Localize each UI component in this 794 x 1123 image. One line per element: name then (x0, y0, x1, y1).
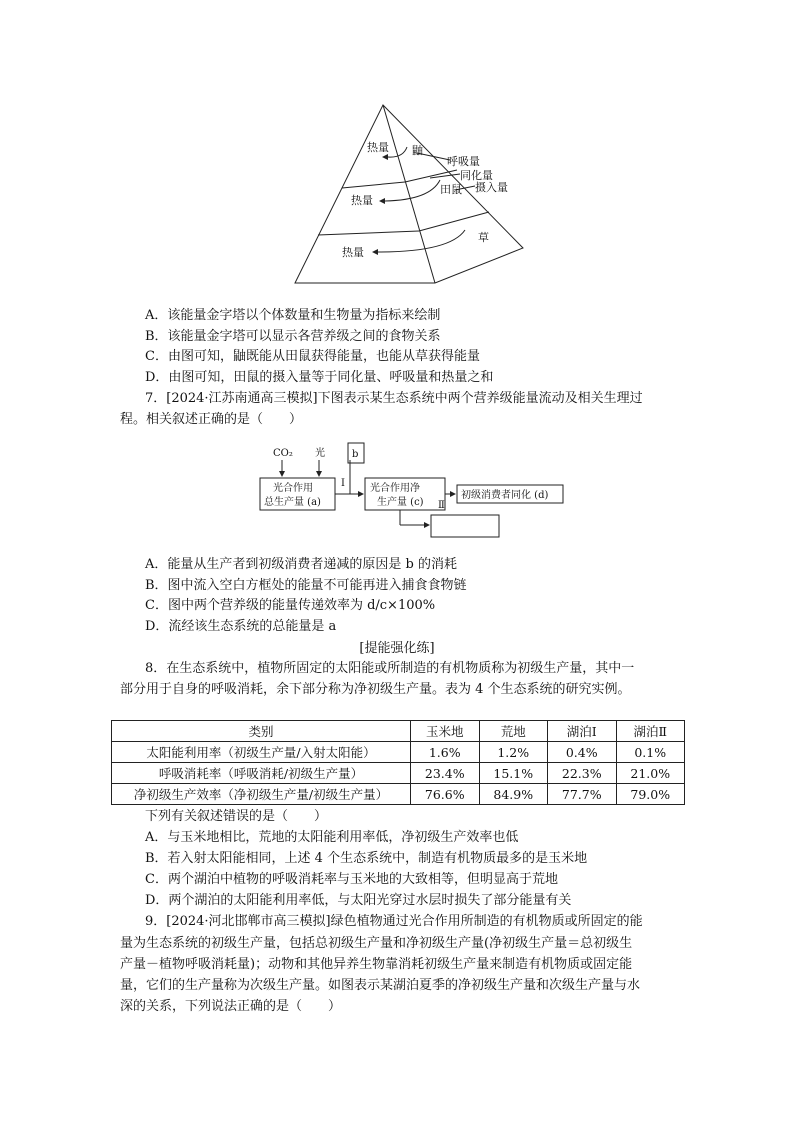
q8-option-c: C．两个湖泊中植物的呼吸消耗率与玉米地的大致相等，但明显高于荒地 (145, 872, 558, 887)
table-cell: 21.0% (616, 763, 685, 784)
q6-option-a: A．该能量金字塔以个体数量和生物量为指标来绘制 (145, 308, 441, 323)
q8-option-a: A．与玉米地相比，荒地的太阳能利用率低，净初级生产效率也低 (145, 830, 519, 845)
heat-label-mid: 热量 (351, 194, 373, 207)
q9-stem-line4: 量，它们的生产量称为次级生产量。如图表示某湖泊夏季的净初级生产量和次级生产量与水 (120, 978, 641, 993)
q9-stem-line2: 量为生态系统的初级生产量，包括总初级生产量和净初级生产量(净初级生产量＝总初级生 (120, 936, 633, 951)
b-label: b (352, 449, 359, 460)
table-cell: 84.9% (479, 784, 548, 805)
table-row (112, 763, 685, 784)
table-header-row (112, 721, 685, 742)
q9-stem-line1: 9．[2024·河北邯郸市高三模拟]绿色植物通过光合作用所制造的有机物质或所固定的能 (145, 914, 643, 929)
intake-label: 摄入量 (475, 181, 508, 194)
roman-1-label: Ⅰ (341, 478, 345, 489)
vole-label: 田鼠 (440, 183, 462, 196)
table-header-cell: 荒地 (479, 721, 548, 742)
tier-line-right-1 (405, 170, 457, 182)
q6-option-b: B．该能量金字塔可以显示各营养级之间的食物关系 (145, 329, 441, 344)
table-header-cell: 玉米地 (411, 721, 480, 742)
net-production-line2: 生产量 (c) (377, 497, 424, 508)
table-cell: 1.6% (411, 742, 480, 763)
table-header-cell: 湖泊Ⅱ (616, 721, 685, 742)
consumer-assimilation-label: 初级消费者同化 (d) (461, 490, 549, 501)
table-row (112, 742, 685, 763)
energy-pyramid-figure (285, 100, 525, 290)
heat-arrow-bottom-head (372, 249, 378, 255)
tier-line-left-2 (318, 231, 419, 235)
table-cell: 1.2% (479, 742, 548, 763)
table-header-cell: 类别 (112, 721, 411, 742)
heat-arrow-mid-head (379, 198, 385, 204)
tier-line-right-2 (419, 212, 489, 231)
q7-option-a: A．能量从生产者到初级消费者递减的原因是 b 的消耗 (145, 557, 457, 572)
q9-stem-line3: 产量－植物呼吸消耗量)；动物和其他异养生物靠消耗初级生产量来制造有机物质或固定能 (120, 957, 633, 972)
table-cell: 15.1% (479, 763, 548, 784)
q7-option-c: C．图中两个营养级的能量传递效率为 d/c×100% (145, 598, 436, 613)
table-cell: 76.6% (411, 784, 480, 805)
table-cell: 77.7% (548, 784, 617, 805)
q7-option-b: B．图中流入空白方框处的能量不可能再进入捕食食物链 (145, 578, 467, 593)
tier-line-left-1 (342, 182, 405, 188)
heat-arrow-top-head (382, 154, 388, 160)
respiration-label: 呼吸量 (447, 155, 480, 168)
grass-label: 草 (478, 231, 489, 244)
q6-option-c: C．由图可知，鼬既能从田鼠获得能量，也能从草获得能量 (145, 349, 480, 364)
q7-stem-line1: 7．[2024·江苏南通高三模拟]下图表示某生态系统中两个营养级能量流动及相关生理过 (145, 391, 643, 406)
table-row (112, 784, 685, 805)
q8-option-b: B．若入射太阳能相同，上述 4 个生态系统中，制造有机物质最多的是玉米地 (145, 851, 588, 866)
net-production-line1: 光合作用净 (370, 483, 420, 494)
table-cell: 呼吸消耗率（呼吸消耗/初级生产量） (112, 763, 411, 784)
heat-label-bottom: 热量 (342, 246, 364, 259)
assimilation-pointer (430, 174, 460, 178)
section-heading: [提能强化练] (359, 641, 435, 656)
roman-2-label: Ⅱ (438, 500, 445, 511)
q8-stem-line1: 8．在生态系统中，植物所固定的太阳能或所制造的有机物质称为初级生产量，其中一 (145, 661, 635, 676)
table-header-cell: 湖泊Ⅰ (548, 721, 617, 742)
table-cell: 净初级生产效率（净初级生产量/初级生产量） (112, 784, 411, 805)
q8-stem-line2: 部分用于自身的呼吸消耗，余下部分称为净初级生产量。表为 4 个生态系统的研究实例。 (120, 682, 631, 697)
assimilation-label: 同化量 (460, 169, 493, 182)
q9-stem-line5: 深的关系，下列说法正确的是（ ） (120, 999, 342, 1014)
q7-option-d: D．流经该生态系统的总能量是 a (145, 619, 337, 634)
blank-box (431, 515, 499, 537)
table-cell: 太阳能利用率（初级生产量/入射太阳能） (112, 742, 411, 763)
table-cell: 79.0% (616, 784, 685, 805)
table-cell: 22.3% (548, 763, 617, 784)
light-label: 光 (315, 448, 325, 459)
energy-flow-diagram (255, 438, 575, 543)
eagle-label: 鼬 (412, 144, 423, 157)
q7-stem-line2: 程。相关叙述正确的是（ ） (120, 412, 303, 427)
q8-option-d: D．两个湖泊的太阳能利用率低，与太阳光穿过水层时损失了部分能量有关 (145, 893, 572, 908)
heat-arrow-bottom (378, 230, 465, 252)
gross-production-line1: 光合作用 (273, 483, 313, 494)
table-cell: 0.4% (548, 742, 617, 763)
heat-label-top: 热量 (367, 141, 389, 154)
gross-production-line2: 总生产量 (a) (264, 497, 321, 508)
table-cell: 23.4% (411, 763, 480, 784)
table-cell: 0.1% (616, 742, 685, 763)
q6-option-d: D．由图可知，田鼠的摄入量等于同化量、呼吸量和热量之和 (145, 370, 494, 385)
co2-label: CO₂ (273, 448, 293, 459)
q8-question: 下列有关叙述错误的是（ ） (145, 809, 328, 824)
ecosystem-data-table (111, 720, 685, 805)
